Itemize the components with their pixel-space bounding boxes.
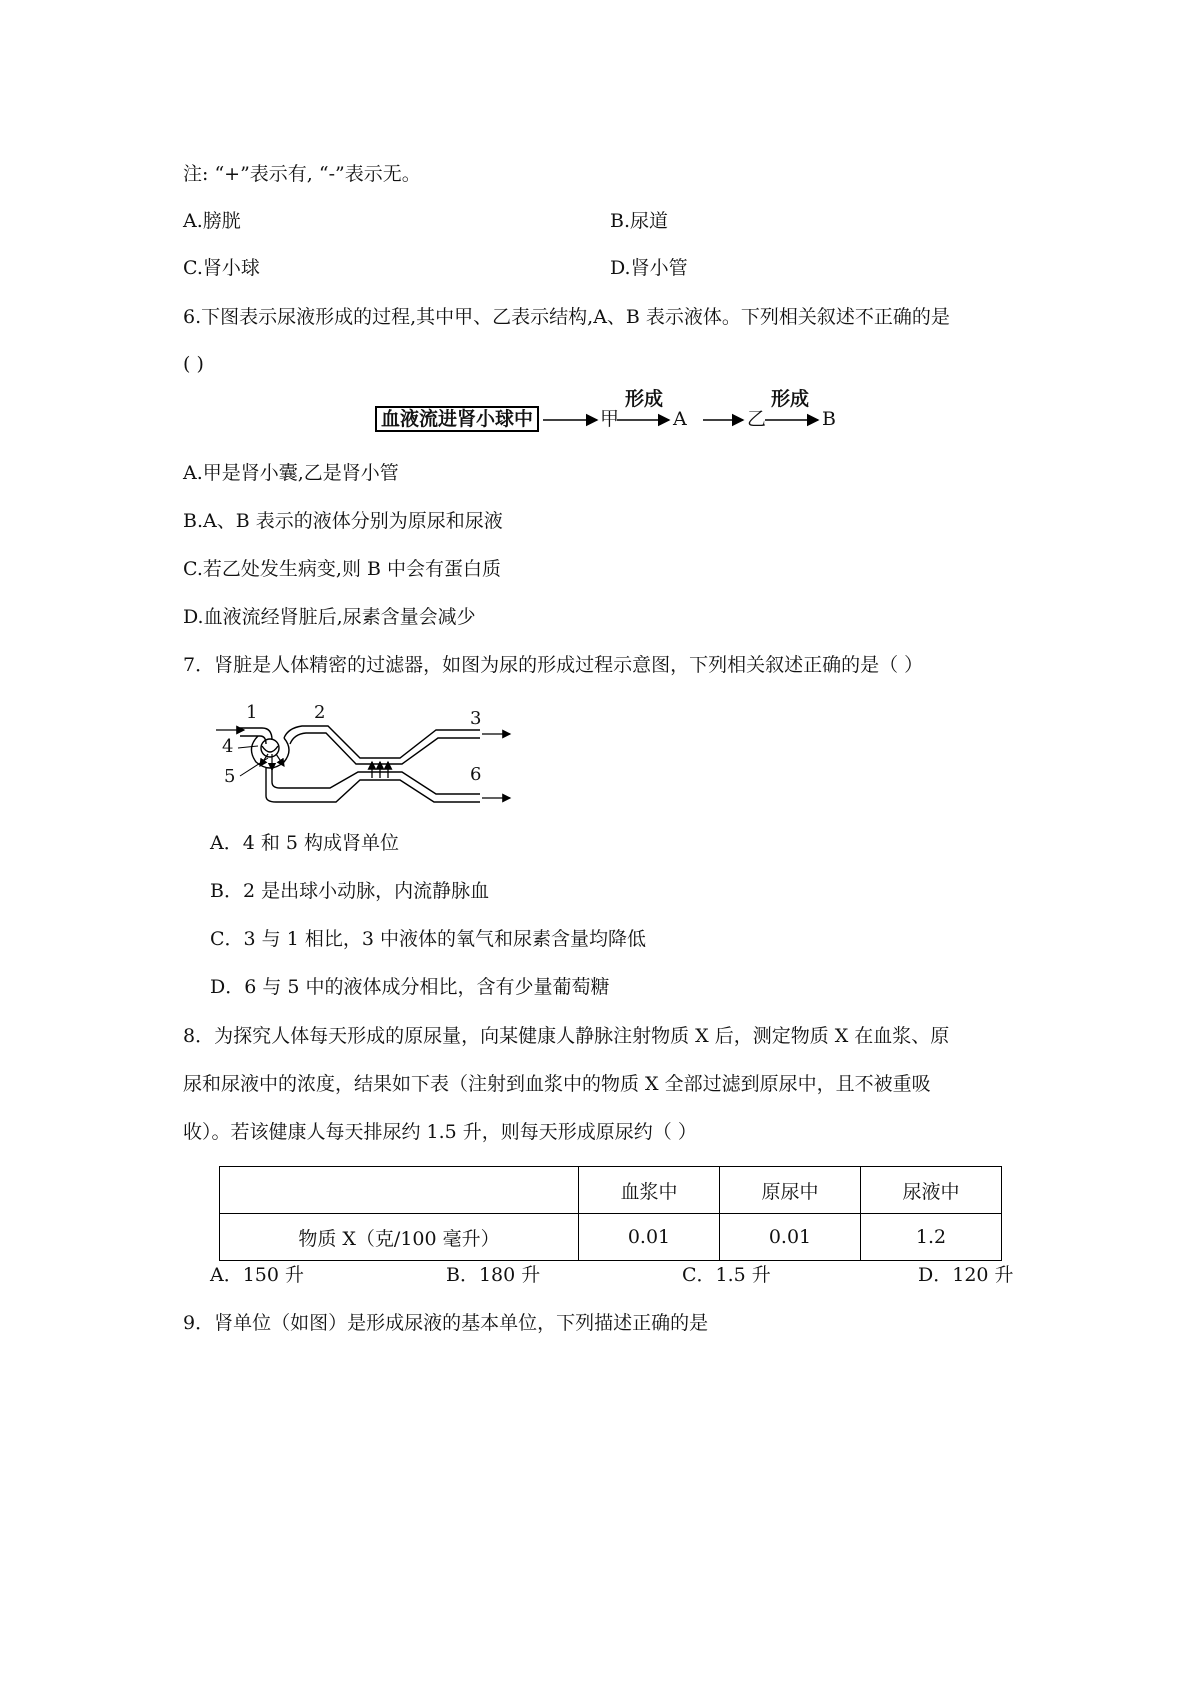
q8-stem-line-1: 8．为探究人体每天形成的原尿量，向某健康人静脉注射物质 X 后，测定物质 X 在血浆、原 (183, 1025, 950, 1047)
table-cell: 0.01 (720, 1214, 861, 1261)
q6-option-d: D.血液流经肾脏后,尿素含量会减少 (183, 606, 476, 628)
table-header-cell: 原尿中 (720, 1167, 861, 1214)
flow-yi: 乙 (747, 408, 767, 430)
table-row (220, 1214, 1002, 1261)
q8-option-c: C．1.5 升 (682, 1264, 771, 1286)
table-cell: 物质 X（克/100 毫升） (220, 1214, 579, 1261)
q5-option-d: D.肾小管 (610, 257, 688, 279)
table-header-cell: 尿液中 (861, 1167, 1002, 1214)
q8-option-b: B．180 升 (446, 1264, 541, 1286)
q8-option-d: D．120 升 (918, 1264, 1014, 1286)
table-cell: 0.01 (579, 1214, 720, 1261)
diagram-label-6: 6 (470, 764, 482, 785)
table-header-cell: 血浆中 (579, 1167, 720, 1214)
flow-a: A (673, 408, 687, 430)
q7-stem: 7．肾脏是人体精密的过滤器，如图为尿的形成过程示意图，下列相关叙述正确的是（ ） (183, 654, 924, 676)
q8-data-table (219, 1166, 1002, 1261)
note-text: 注: “+”表示有, “-”表示无。 (183, 163, 421, 185)
diagram-label-3: 3 (470, 708, 482, 729)
diagram-label-1: 1 (246, 702, 258, 723)
q8-stem-line-2: 尿和尿液中的浓度，结果如下表（注射到血浆中的物质 X 全部过滤到原尿中，且不被重吸 (183, 1073, 931, 1095)
diagram-label-5: 5 (224, 766, 236, 787)
table-header-row (220, 1167, 1002, 1214)
q5-option-b: B.尿道 (610, 210, 669, 232)
flow-label-2: 形成 (771, 388, 810, 410)
q7-option-a: A．4 和 5 构成肾单位 (210, 832, 400, 854)
nephron-diagram (210, 700, 520, 815)
q5-option-a: A.膀胱 (183, 210, 241, 232)
table-cell: 1.2 (861, 1214, 1002, 1261)
q6-answer-blank: ( ) (183, 353, 204, 375)
table-header-cell (220, 1167, 579, 1214)
flow-start-box: 血液流进肾小球中 (375, 406, 539, 432)
flow-jia: 甲 (600, 408, 620, 430)
q7-option-c: C．3 与 1 相比，3 中液体的氧气和尿素含量均降低 (210, 928, 646, 950)
q9-stem: 9．肾单位（如图）是形成尿液的基本单位，下列描述正确的是 (183, 1312, 709, 1334)
diagram-label-4: 4 (222, 736, 234, 757)
flow-b: B (822, 408, 836, 430)
flow-label-1: 形成 (625, 388, 664, 410)
q6-option-a: A.甲是肾小囊,乙是肾小管 (183, 462, 399, 484)
q6-flow-diagram (375, 388, 845, 442)
q6-option-b: B.A、B 表示的液体分别为原尿和尿液 (183, 510, 503, 532)
q8-stem-line-3: 收）。若该健康人每天排尿约 1.5 升，则每天形成原尿约（ ） (183, 1121, 697, 1143)
diagram-label-2: 2 (314, 702, 326, 723)
q6-stem: 6.下图表示尿液形成的过程,其中甲、乙表示结构,A、B 表示液体。下列相关叙述不正确的是 (183, 306, 950, 328)
q5-option-c: C.肾小球 (183, 257, 260, 279)
q7-option-d: D．6 与 5 中的液体成分相比，含有少量葡萄糖 (210, 976, 610, 998)
q8-option-a: A．150 升 (210, 1264, 305, 1286)
q7-option-b: B．2 是出球小动脉，内流静脉血 (210, 880, 490, 902)
q6-option-c: C.若乙处发生病变,则 B 中会有蛋白质 (183, 558, 501, 580)
